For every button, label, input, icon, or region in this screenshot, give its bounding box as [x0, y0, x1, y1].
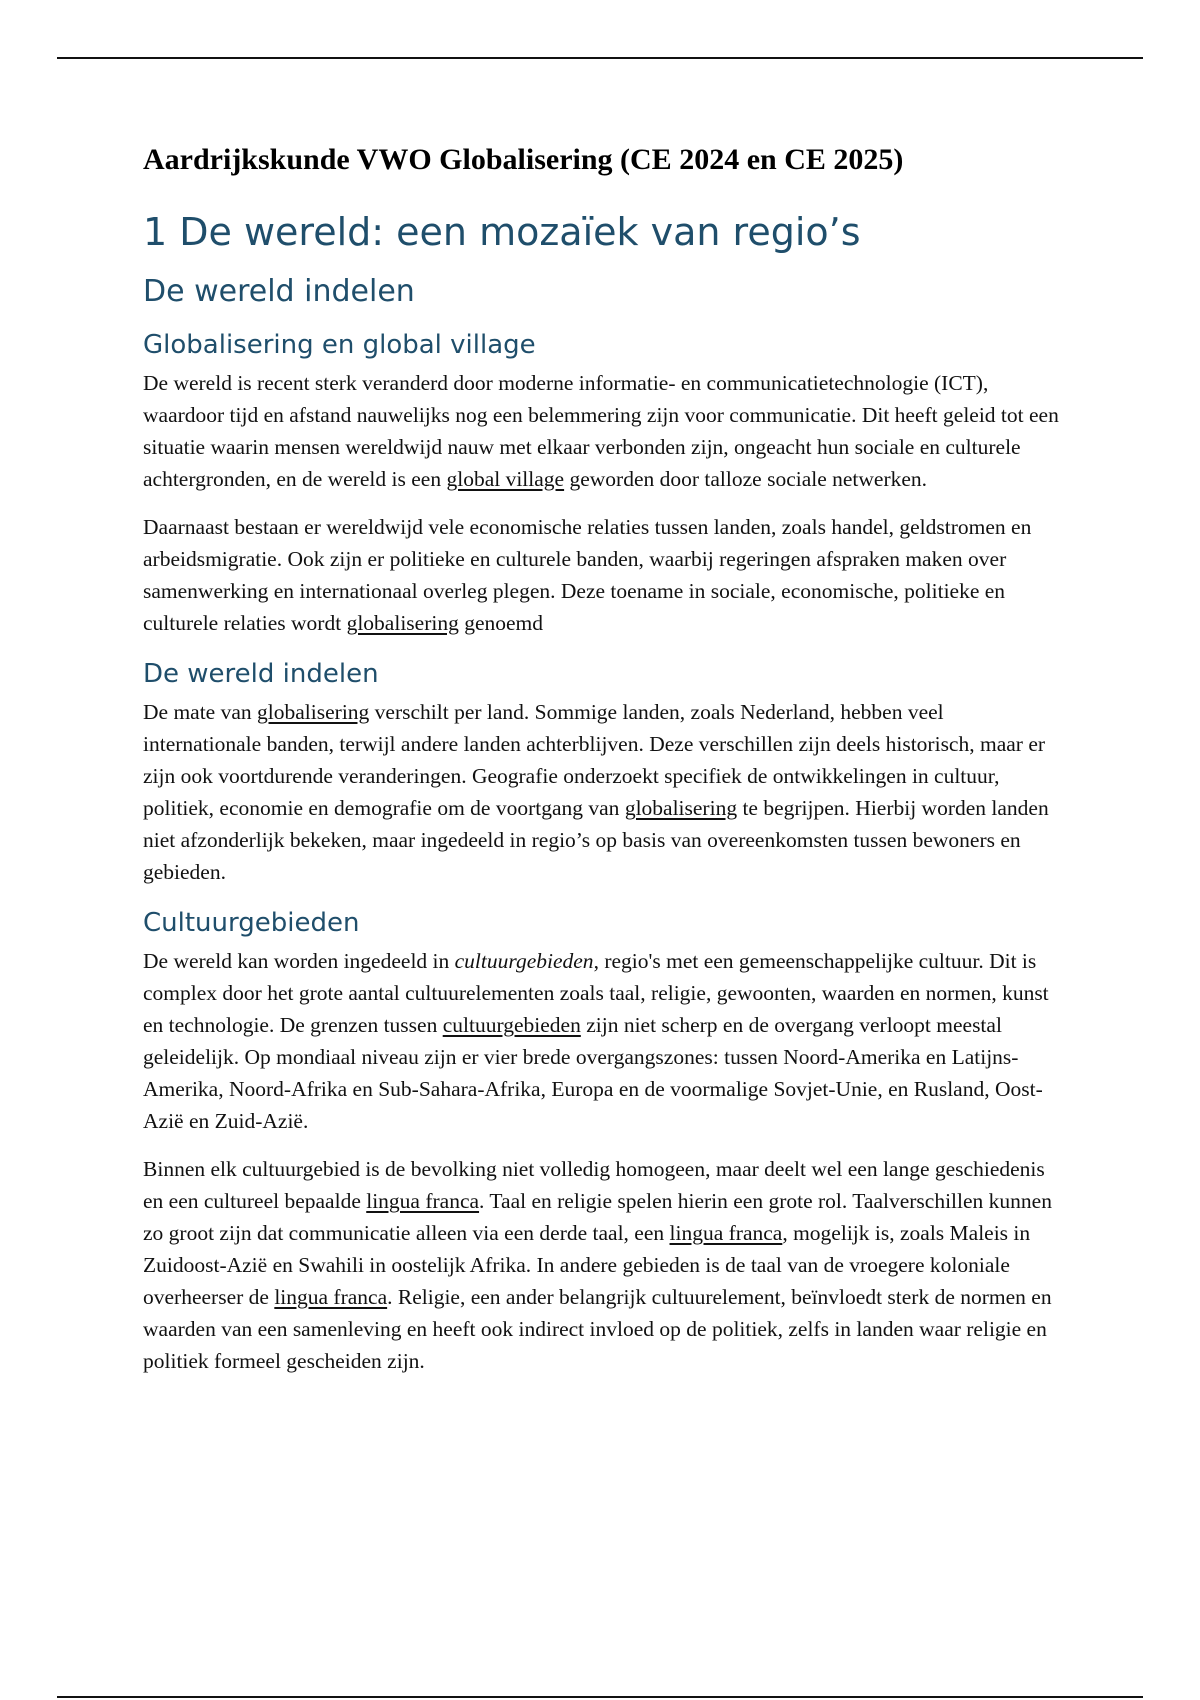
text-run: genoemd: [458, 610, 544, 635]
term-link[interactable]: global village: [446, 466, 565, 491]
italic-term: cultuurgebieden: [454, 949, 594, 974]
text-run: , regio's met een gemeenschappelijke cultuur. Dit is complex door het grote aantal cultuurelementen zoals taal, religie, gewoonten, waarden en normen, kunst en technologie. De grenzen tussen: [143, 949, 1049, 1038]
document-title: Aardrijkskunde VWO Globalisering (CE 2024 en CE 2025): [143, 143, 904, 176]
paragraph: [143, 696, 1063, 888]
term-link[interactable]: lingua franca: [669, 1221, 783, 1246]
subsection-heading-wereld-indelen: De wereld indelen: [143, 658, 379, 689]
chapter-heading: 1 De wereld: een mozaïek van regio’s: [143, 210, 861, 254]
text-run: . Religie, een ander belangrijk cultuurelement, beïnvloedt sterk de normen en waarden van een samenleving en heeft ook indirect invloed op de politiek, zelfs in landen waar religie en politiek formeel gescheiden zijn.: [143, 1285, 1052, 1374]
text-run: De wereld kan worden ingedeeld in: [143, 949, 455, 974]
document-body: [143, 138, 1063, 1377]
term-link[interactable]: globalisering: [257, 699, 370, 724]
text-run: geworden door talloze sociale netwerken.: [564, 466, 928, 491]
text-run: Binnen elk cultuurgebied is de bevolking niet volledig homogeen, maar deelt wel een lange geschiedenis en een cultureel bepaalde: [143, 1157, 1045, 1214]
text-run: zijn niet scherp en de overgang verloopt meestal geleidelijk. Op mondiaal niveau zijn er vier brede overgangszones: tussen Noord-Amerika en Latijns-Amerika, Noord-Afrika en Sub-Sahara-Afrika, Europa en de voormalige Sovjet-Unie, en Rusland, Oost-Azië en Zuid-Azië.: [143, 1013, 1043, 1134]
term-link[interactable]: lingua franca: [366, 1189, 480, 1214]
subsection-heading-global-village: Globalisering en global village: [143, 329, 536, 360]
term-link[interactable]: globalisering: [346, 610, 459, 635]
footer-rule: [57, 1696, 1143, 1698]
term-link[interactable]: cultuurgebieden: [442, 1013, 581, 1038]
paragraph: [143, 945, 1063, 1137]
text-run: . Taal en religie spelen hierin een grote rol. Taalverschillen kunnen zo groot zijn dat communicatie alleen via een derde taal, een: [143, 1189, 1052, 1246]
term-link[interactable]: lingua franca: [274, 1285, 388, 1310]
term-link[interactable]: globalisering: [624, 795, 738, 820]
header-rule: [57, 57, 1143, 59]
text-run: te begrijpen. Hierbij worden landen niet afzonderlijk bekeken, maar ingedeeld in regio’s op basis van overeenkomsten tussen bewoners en gebieden.: [143, 795, 1049, 884]
section-heading: De wereld indelen: [143, 273, 415, 309]
paragraph: [143, 511, 1063, 639]
subsection-heading-cultuurgebieden: Cultuurgebieden: [143, 907, 360, 938]
paragraph: [143, 367, 1063, 495]
text-run: De mate van: [143, 699, 258, 724]
text-run: , mogelijk is, zoals Maleis in Zuidoost-Azië en Swahili in oostelijk Afrika. In andere gebieden is de taal van de vroegere koloniale overheerser de: [143, 1221, 1031, 1310]
paragraph: [143, 1153, 1063, 1377]
text-run: De wereld is recent sterk veranderd door moderne informatie- en communicatietechnologie (ICT), waardoor tijd en afstand nauwelijks nog een belemmering zijn voor communicatie. Dit heeft geleid tot een situatie waarin mensen wereldwijd nauw met elkaar verbonden zijn, ongeacht hun sociale en culturele achtergronden, en de wereld is een: [143, 370, 1059, 491]
text-run: verschilt per land. Sommige landen, zoals Nederland, hebben veel internationale banden, terwijl andere landen achterblijven. Deze verschillen zijn deels historisch, maar er zijn ook voortdurende veranderingen. Geografie onderzoekt specifiek de ontwikkelingen in cultuur, politiek, economie en demografie om de voortgang van: [143, 699, 1046, 820]
text-run: Daarnaast bestaan er wereldwijd vele economische relaties tussen landen, zoals handel, geldstromen en arbeidsmigratie. Ook zijn er politieke en culturele banden, waarbij regeringen afspraken maken over samenwerking en internationaal overleg plegen. Deze toename in sociale, economische, politieke en culturele relaties wordt: [143, 514, 1032, 635]
